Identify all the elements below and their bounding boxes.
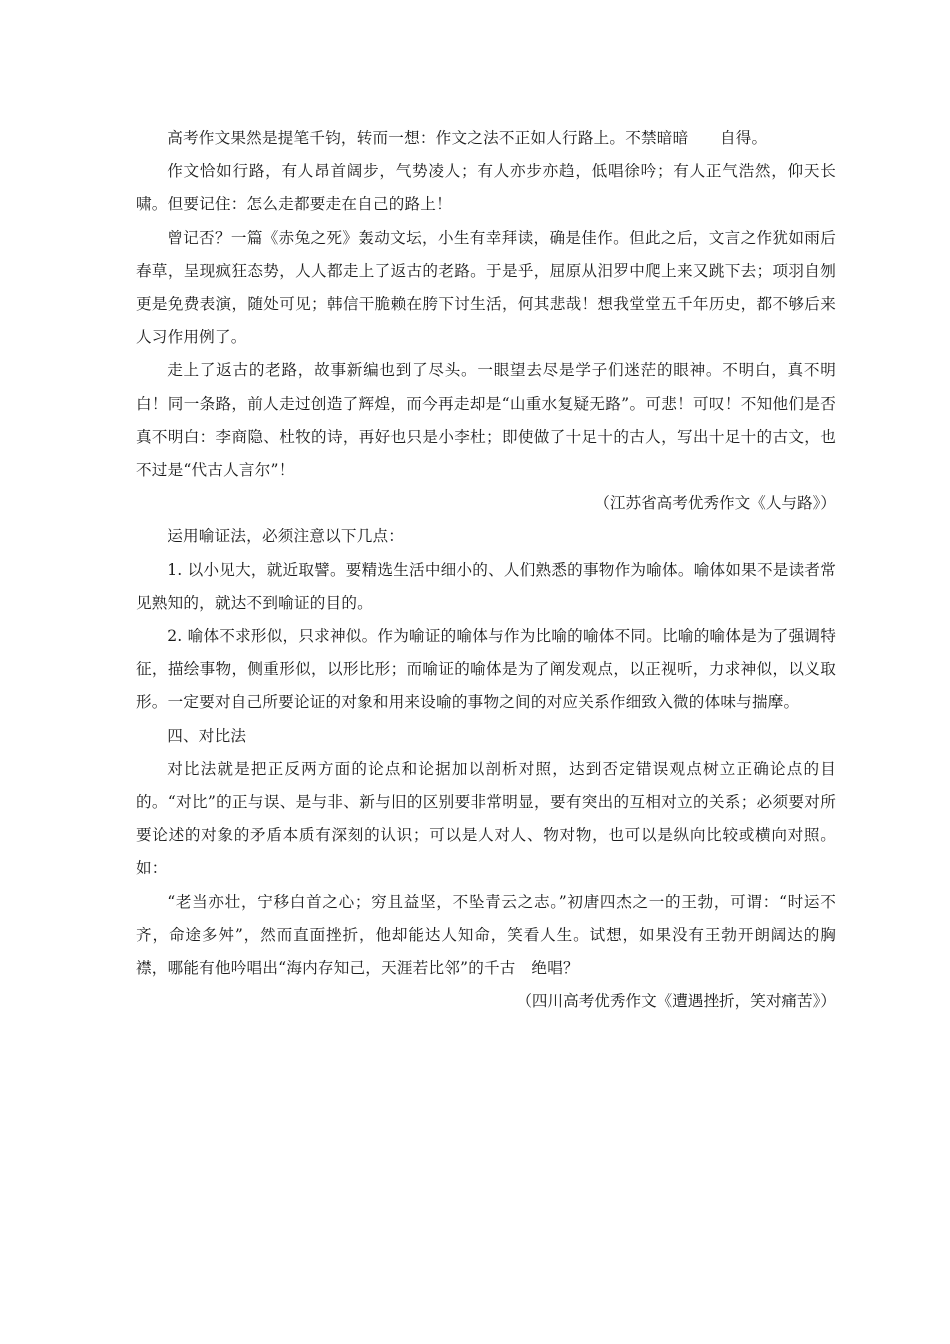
- section-heading: 四、对比法: [167, 726, 247, 745]
- paragraph: 2. 喻体不求形似，只求神似。作为喻证的喻体与作为比喻的喻体不同。比喻的喻体是为了强调特征，描绘事物，侧重形似，以形比形；而喻证的喻体是为了阐发观点，以正视听，力求神似，以义取形。一定要对自己所要论证的对象和用来设喻的事物之间的对应关系作细致入微的体味与揣摩。: [136, 627, 836, 712]
- paragraph: 曾记否？一篇《赤兔之死》轰动文坛，小生有幸拜读，确是佳作。但此之后，文言之作犹如雨后春草，呈现疯狂态势，人人都走上了返古的老路。于是乎，屈原从汨罗中爬上来又跳下去；项羽自刎更是免费表演，随处可见；韩信干脆赖在胯下讨生活，何其悲哉！想我堂堂五千年历史，都不够后来人习作用例了。: [136, 228, 836, 347]
- paragraph: 作文恰如行路，有人昂首阔步，气势凌人；有人亦步亦趋，低唱徐吟；有人正气浩然，仰天长啸。但要记住：怎么走都要走在自己的路上！: [136, 162, 836, 214]
- paragraph: 对比法就是把正反两方面的论点和论据加以剖析对照，达到否定错误观点树立正确论点的目的。“对比”的正与误、是与非、新与旧的区别要非常明显，要有突出的互相对立的关系；必须要对所要论述的对象的矛盾本质有深刻的认识；可以是人对人、物对物，也可以是纵向比较或横向对照。如：: [136, 759, 836, 878]
- source-citation: （四川高考优秀作文《遭遇挫折，笑对痛苦》）: [516, 992, 836, 1011]
- source-citation: （江苏省高考优秀作文《人与路》）: [594, 494, 836, 513]
- paragraph: “老当亦壮，宁移白首之心；穷且益坚，不坠青云之志。”初唐四杰之一的王勃，可谓：“时运不齐，命途多舛”，然而直面挫折，他却能达人知命，笑看人生。试想，如果没有王勃开朗阔达的胸襟，哪能有他吟唱出“海内存知己，天涯若比邻”的千古 绝唱？: [136, 892, 836, 978]
- document-page: [136, 122, 836, 1018]
- paragraph: 走上了返古的老路，故事新编也到了尽头。一眼望去尽是学子们迷茫的眼神。不明白，真不明白！同一条路，前人走过创造了辉煌，而今再走却是“山重水复疑无路”。可悲！可叹！不知他们是否真不明白：李商隐、杜牧的诗，再好也只是小李杜；即使做了十足十的古人，写出十足十的古文，也不过是“代古人言尔”！: [136, 361, 836, 480]
- paragraph: 高考作文果然是提笔千钧，转而一想：作文之法不正如人行路上。不禁暗暗 自得。: [167, 129, 768, 147]
- paragraph: 运用喻证法，必须注意以下几点：: [167, 527, 405, 546]
- paragraph: 1. 以小见大，就近取譬。要精选生活中细小的、人们熟悉的事物作为喻体。喻体如果不是读者常见熟知的，就达不到喻证的目的。: [136, 560, 836, 612]
